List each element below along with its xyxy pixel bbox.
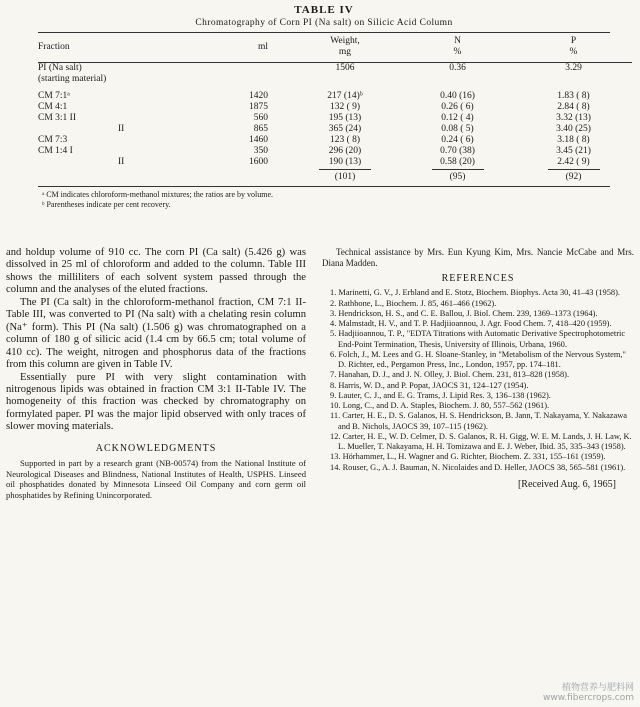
reference-item: 7. Hanahan, D. J., and J. N. Olley, J. Biol. Chem. 231, 813–828 (1958). xyxy=(330,370,570,380)
cell-nitrogen: 0.26 ( 6) xyxy=(441,102,474,112)
table-notes xyxy=(38,190,610,210)
cell-weight xyxy=(290,74,400,85)
cell-ml: 1875 xyxy=(249,102,268,112)
right-column xyxy=(322,247,634,491)
cell-ml xyxy=(188,74,290,85)
body-paragraph-3: Essentially pure PI with very slight contamination with nitrogenous lipids was obtained in fraction CM 3:1 II-Table IV. The homogeneity of this fraction was checked by chromatography on formylated paper. PI was the major lipid observed with only traces of slower moving materials. xyxy=(6,371,306,433)
cell-phosphorus: 2.84 ( 8) xyxy=(557,102,590,112)
total-phosphorus: (92) xyxy=(565,172,582,182)
table-caption: Chromatography of Corn PI (Na salt) on Silicic Acid Column xyxy=(195,18,453,28)
cell-fraction: CM 1:4 I xyxy=(38,146,73,156)
reference-item: 5. Hadjiioannou, T. P., "EDTA Titrations with Automatic Derivative Spectrophotometric End-Point Termination, Thesis, University of Illinois, Urbana, 1960. xyxy=(330,329,626,349)
cell-ml xyxy=(188,63,290,74)
references-heading: REFERENCES xyxy=(441,273,515,284)
watermark-line-1: 植物营养与肥料网 xyxy=(561,683,634,693)
cell-nitrogen: 0.70 (38) xyxy=(440,146,475,156)
table-label: TABLE IV xyxy=(294,4,354,16)
cell-weight: 365 (24) xyxy=(328,124,362,134)
table-row xyxy=(38,74,632,85)
cell-nitrogen xyxy=(400,74,515,85)
body-paragraph-2: The PI (Ca salt) in the chloroform-methanol fraction, CM 7:1 II-Table III, was converted to PI (Na salt) with a chelating resin column (Na⁺ form). This PI (Na salt) (1.506 g) was chromatographed on a column of 180 g of silicic acid (1.4 cm by 66.5 cm; total volume of 410 cc). The weight, nitrogen and phosphorus data of the fractions from this column are given in Table IV. xyxy=(6,296,306,371)
cell-fraction: CM 3:1 II xyxy=(38,113,76,123)
cell-nitrogen: 0.12 ( 4) xyxy=(441,113,474,123)
header-fraction: Fraction xyxy=(38,42,70,52)
reference-item: 4. Malmstadt, H. V., and T. P. Hadjiioannou, J. Agr. Food Chem. 7, 418–420 (1959). xyxy=(330,319,612,329)
table-row xyxy=(38,63,632,74)
cell-fraction: CM 7:1ᵃ xyxy=(38,91,70,101)
cell-ml: 1460 xyxy=(249,135,268,145)
cell-phosphorus: 3.40 (25) xyxy=(556,124,591,134)
totals-row xyxy=(38,170,632,183)
cell-ml: 1420 xyxy=(249,91,268,101)
reference-item: 14. Rouser, G., A. J. Bauman, N. Nicolaides and D. Heller, JAOCS 38, 565–581 (1961). xyxy=(330,462,626,472)
cell-fraction: (starting material) xyxy=(38,74,107,84)
table-row xyxy=(38,135,632,146)
cell-weight: 132 ( 9) xyxy=(329,102,361,112)
cell-weight: 195 (13) xyxy=(328,113,362,123)
cell-phosphorus: 3.32 (13) xyxy=(556,113,591,123)
cell-weight: 296 (20) xyxy=(328,146,362,156)
body-paragraph-1: and holdup volume of 910 cc. The corn PI (Ca salt) (5.426 g) was dissolved in 25 ml of chloroform and added to the column. Table III shows the milliliters of each solvent system passed through the column and the analyses of the eluted fractions. xyxy=(6,247,306,296)
cell-ml: 560 xyxy=(253,113,268,123)
footnote-a: ᵃ CM indicates chloroform-methanol mixtures; the ratios are by volume. xyxy=(42,190,274,199)
chromatography-table xyxy=(38,33,632,183)
cell-fraction: PI (Na salt) xyxy=(38,63,82,73)
cell-nitrogen: 0.40 (16) xyxy=(440,91,475,101)
footnote-b: ᵇ Parentheses indicate per cent recovery. xyxy=(42,200,171,209)
acknowledgments-heading: ACKNOWLEDGMENTS xyxy=(95,442,217,454)
table-bottom-rule xyxy=(38,186,610,187)
cell-phosphorus: 2.42 ( 9) xyxy=(557,157,590,167)
cell-fraction: CM 4:1 xyxy=(38,102,68,112)
total-nitrogen: (95) xyxy=(449,172,466,182)
reference-item: 13. Hörhammer, L., H. Wagner and G. Richter, Biochem. Z. 331, 155–161 (1959). xyxy=(330,452,606,462)
reference-list xyxy=(322,288,634,473)
table-row xyxy=(38,146,632,157)
header-weight: Weight, mg xyxy=(330,36,360,57)
header-phosphorus: P % xyxy=(569,36,578,57)
left-column xyxy=(6,247,306,500)
cell-ml: 1600 xyxy=(249,157,268,167)
cell-fraction: II xyxy=(118,157,125,167)
cell-ml: 350 xyxy=(253,146,268,156)
cell-phosphorus: 3.29 xyxy=(565,63,582,73)
cell-weight: 190 (13) xyxy=(328,157,362,167)
cell-nitrogen: 0.08 ( 5) xyxy=(441,124,474,134)
table-header-row xyxy=(38,33,632,62)
cell-fraction: CM 7:3 xyxy=(38,135,68,145)
watermark-line-2: www.fibercrops.com xyxy=(543,693,634,703)
total-weight: (101) xyxy=(334,172,356,182)
reference-item: 2. Rathbone, L., Biochem. J. 85, 461–466 (1962). xyxy=(330,298,497,308)
cell-phosphorus: 3.18 ( 8) xyxy=(557,135,590,145)
table-row xyxy=(38,91,632,102)
cell-fraction: II xyxy=(118,124,125,134)
cell-phosphorus: 1.83 ( 8) xyxy=(557,91,590,101)
header-nitrogen: N % xyxy=(453,36,462,57)
cell-nitrogen: 0.36 xyxy=(449,63,466,73)
cell-weight: 123 ( 8) xyxy=(329,135,361,145)
cell-nitrogen: 0.58 (20) xyxy=(440,157,475,167)
cell-nitrogen: 0.24 ( 6) xyxy=(441,135,474,145)
table-row xyxy=(38,157,632,168)
technical-assistance: Technical assistance by Mrs. Eun Kyung Kim, Mrs. Nancie McCabe and Mrs. Diana Madden. xyxy=(322,247,634,268)
reference-item: 3. Hendrickson, H. S., and C. E. Ballou, J. Biol. Chem. 239, 1369–1373 (1964). xyxy=(330,308,598,318)
reference-item: 6. Folch, J., M. Lees and G. H. Sloane-Stanley, in "Metabolism of the Nervous System," D. Richter, ed., Pergamon Press, Inc., London, 1957, pp. 174–181. xyxy=(330,349,626,370)
cell-weight: 1506 xyxy=(335,63,355,73)
cell-ml: 865 xyxy=(253,124,268,134)
table-iv xyxy=(38,4,610,210)
cell-phosphorus: 3.45 (21) xyxy=(556,146,591,156)
site-watermark xyxy=(543,683,634,703)
reference-item: 9. Lauter, C. J., and E. G. Trams, J. Lipid Res. 3, 136–138 (1962). xyxy=(330,390,551,400)
cell-phosphorus xyxy=(515,74,632,85)
fraction-rows xyxy=(38,91,632,168)
table-row xyxy=(38,113,632,124)
acknowledgments-text: Supported in part by a research grant (NB-00574) from the National Institute of Neurological Diseases and Blindness, National Institutes of Health, USPHS. Linseed oil phosphatides donated by Minnesota Linseed Oil Company and corn germ oil phosphatides by Refining Unincorporated. xyxy=(6,458,306,500)
reference-item: 12. Carter, H. E., W. D. Celmer, D. S. Galanos, R. H. Gigg, W. E. M. Lands, J. H. Law, K. L. Mueller, T. Nakayama, H. H. Tomizawa and E. J. Weber, Ibid. 35, 335–343 (1958). xyxy=(330,431,632,452)
reference-item: 10. Long, C., and D. A. Staples, Biochem. J. 80, 557–562 (1961). xyxy=(330,401,550,411)
reference-item: 8. Harris, W. D., and P. Popat, JAOCS 31, 124–127 (1954). xyxy=(330,380,529,390)
received-date: [Received Aug. 6, 1965] xyxy=(517,478,616,490)
starting-material-rows xyxy=(38,63,632,85)
reference-item: 1. Marinetti, G. V., J. Erbland and E. Stotz, Biochem. Biophys. Acta 30, 41–43 (1958). xyxy=(330,288,620,298)
table-row xyxy=(38,124,632,135)
reference-item: 11. Carter, H. E., D. S. Galanos, H. S. Hendrickson, B. Jann, T. Nakayama, Y. Nakazawa and B. Nichols, JAOCS 39, 107–115 (1962). xyxy=(330,411,627,431)
table-row xyxy=(38,102,632,113)
cell-weight: 217 (14)ᵇ xyxy=(327,91,363,101)
header-ml: ml xyxy=(257,42,268,52)
